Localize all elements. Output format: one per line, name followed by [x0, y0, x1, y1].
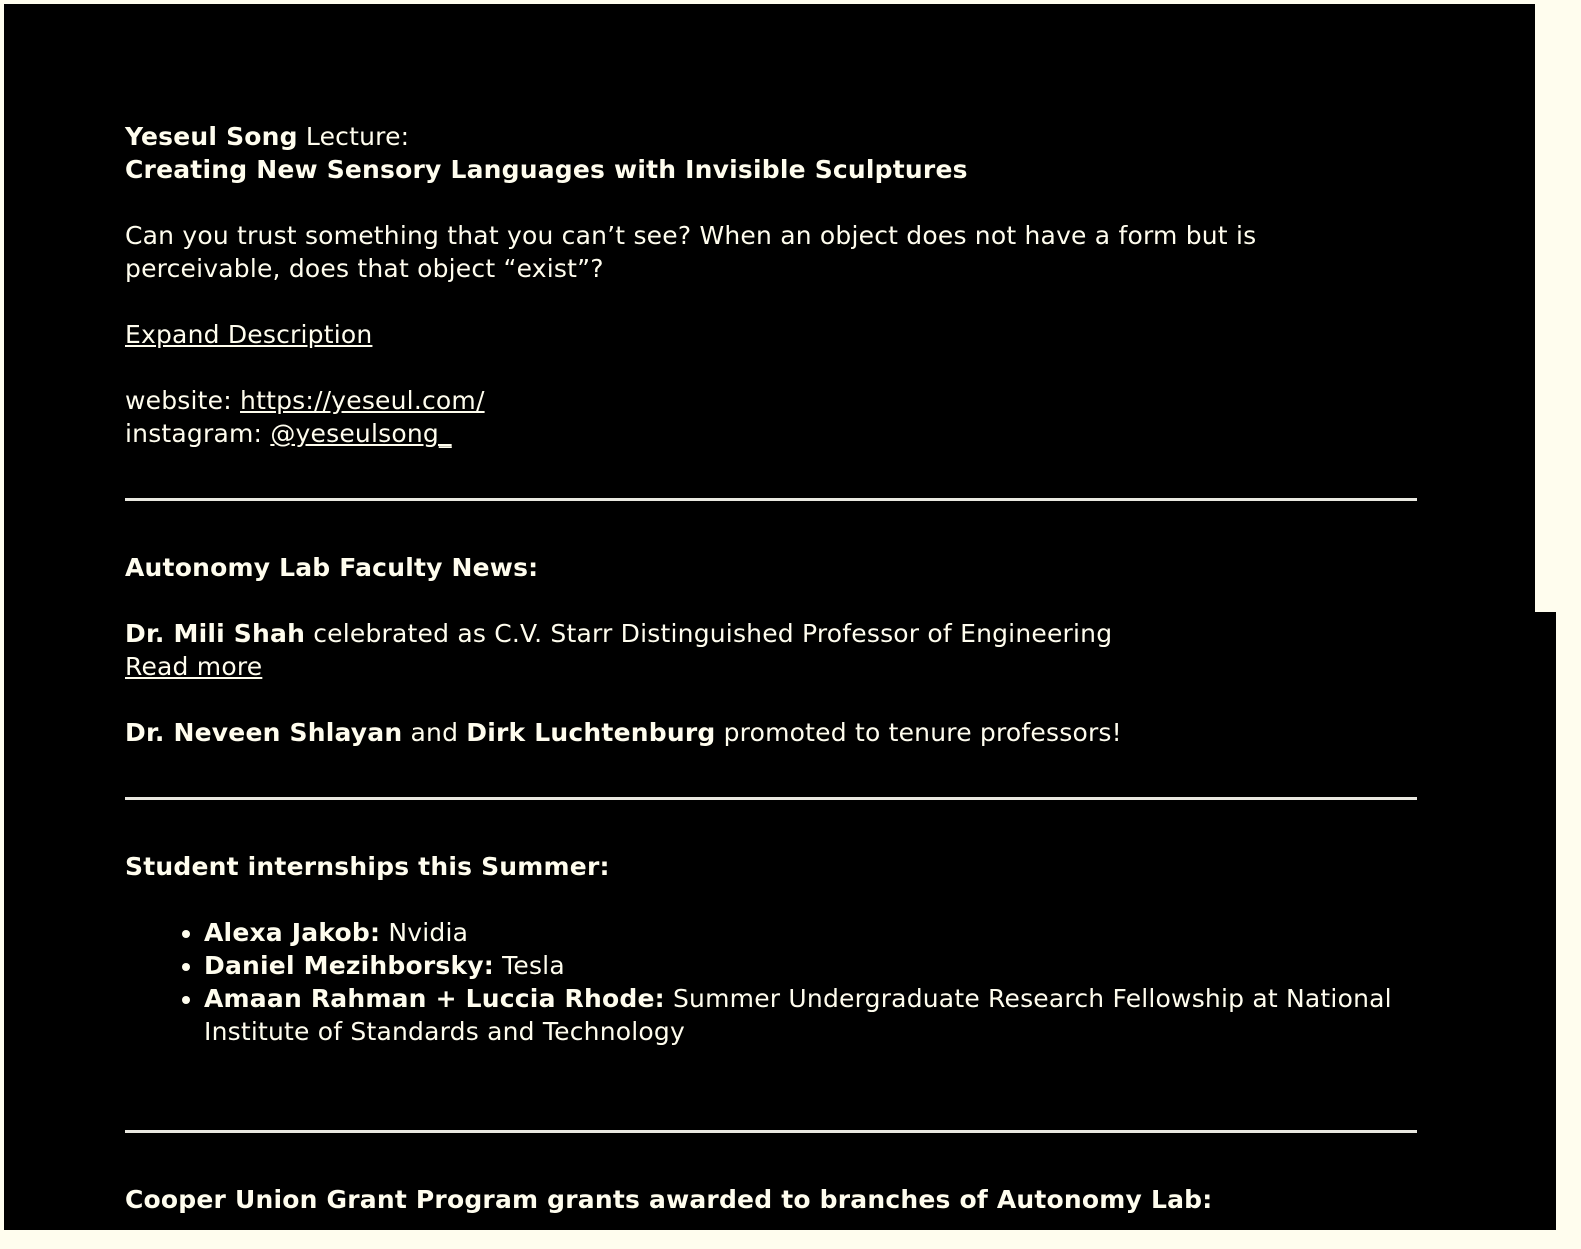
internships-list: [125, 916, 1417, 1048]
list-item: [204, 949, 1417, 982]
faculty-news-text: celebrated as C.V. Starr Distinguished Professor of Engineering: [313, 619, 1113, 648]
read-more-link[interactable]: Read more: [125, 652, 263, 681]
internship-place: Tesla: [502, 951, 565, 980]
internships-section: [125, 850, 1417, 1048]
faculty-name: Dirk Luchtenburg: [466, 718, 716, 747]
website-line: [125, 384, 1417, 417]
newsletter-content: [125, 120, 1417, 1216]
expand-description-link[interactable]: Expand Description: [125, 320, 373, 349]
instagram-link[interactable]: @yeseulsong_: [270, 419, 452, 448]
faculty-news-text: promoted to tenure professors!: [723, 718, 1122, 747]
lecture-label: Lecture:: [305, 122, 410, 151]
conjunction-text: and: [410, 718, 459, 747]
internship-place: Summer Undergraduate Research Fellowship at National Institute of Standards and Technology: [204, 984, 1392, 1046]
instagram-line: [125, 417, 1417, 450]
faculty-news-heading: Autonomy Lab Faculty News:: [125, 553, 539, 582]
list-item: [204, 916, 1417, 949]
lecture-speaker: Yeseul Song: [125, 122, 298, 151]
lecture-title: Creating New Sensory Languages with Invisible Sculptures: [125, 155, 968, 184]
internship-place: Nvidia: [388, 918, 469, 947]
instagram-label: instagram:: [125, 419, 263, 448]
faculty-name: Dr. Neveen Shlayan: [125, 718, 403, 747]
faculty-name: Dr. Mili Shah: [125, 619, 306, 648]
student-name: Alexa Jakob:: [204, 918, 381, 947]
internships-heading: Student internships this Summer:: [125, 852, 610, 881]
grants-section: [125, 1183, 1417, 1216]
lecture-description: Can you trust something that you can’t see? When an object does not have a form but is perceivable, does that object “exist”?: [125, 221, 1257, 283]
website-label: website:: [125, 386, 232, 415]
faculty-news-item: [125, 617, 1417, 650]
grants-heading: Cooper Union Grant Program grants awarded to branches of Autonomy Lab:: [125, 1185, 1213, 1214]
list-item: [204, 982, 1417, 1048]
faculty-news-item: [125, 716, 1417, 749]
lecture-section: [125, 120, 1417, 450]
faculty-news-section: [125, 551, 1417, 749]
lecture-heading: [125, 120, 1417, 153]
student-name: Daniel Mezihborsky:: [204, 951, 494, 980]
student-name: Amaan Rahman + Luccia Rhode:: [204, 984, 665, 1013]
website-link[interactable]: https://yeseul.com/: [240, 386, 485, 415]
